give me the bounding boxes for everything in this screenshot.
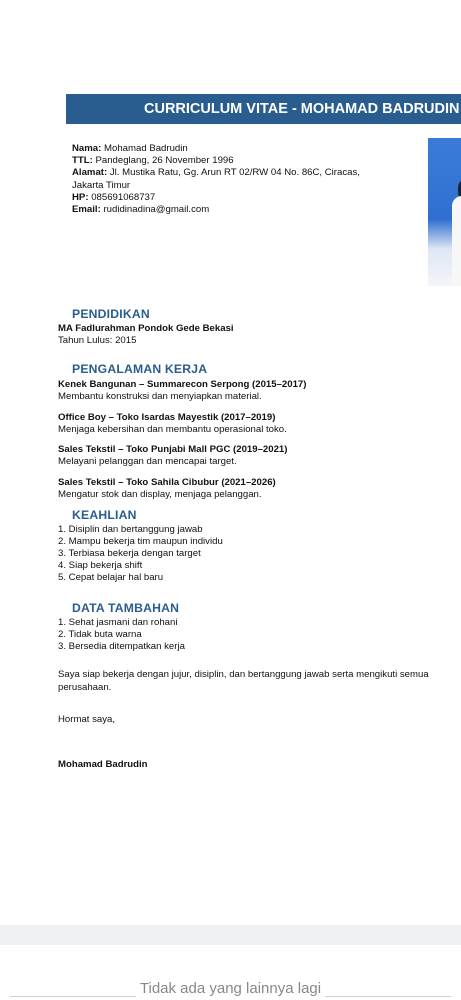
statement-line-2: perusahaan.	[58, 681, 112, 693]
value-ttl: Pandeglang, 26 November 1996	[95, 155, 234, 167]
value-nama: Mohamad Badrudin	[104, 143, 188, 154]
job-title: Sales Tekstil – Toko Punjabi Mall PGC (2019–2021)	[58, 444, 288, 455]
label-ttl: TTL:	[72, 155, 93, 167]
section-pendidikan	[58, 323, 458, 347]
info-alamat	[72, 167, 402, 179]
section-title-pengalaman: PENGALAMAN KERJA	[72, 362, 208, 376]
end-of-content	[0, 980, 461, 997]
section-title-pendidikan: PENDIDIKAN	[72, 307, 150, 321]
value-hp: 085691068737	[91, 191, 156, 203]
list-item: 2. Tidak buta warna	[58, 629, 142, 641]
statement-paragraph	[58, 669, 458, 694]
job-title: Kenek Bangunan – Summarecon Serpong (2015–2017)	[58, 379, 307, 390]
section-title-keahlian: KEAHLIAN	[72, 508, 137, 522]
profile-photo	[428, 138, 461, 286]
graduation-year: Tahun Lulus: 2015	[58, 335, 137, 346]
list-item: 2. Mampu bekerja tim maupun individu	[58, 536, 223, 548]
list-item: 3. Terbiasa bekerja dengan target	[58, 548, 201, 560]
label-hp: HP:	[72, 191, 89, 203]
info-email	[72, 204, 402, 216]
job-desc: Melayani pelanggan dan mencapai target.	[58, 456, 237, 467]
list-item: 1. Disiplin dan bertanggung jawab	[58, 524, 203, 535]
job-desc: Menjaga kebersihan dan membantu operasional toko.	[58, 423, 287, 435]
section-pengalaman	[58, 379, 458, 509]
list-item: 1. Sehat jasmani dan rohani	[58, 617, 178, 628]
value-alamat-1: Jl. Mustika Ratu, Gg. Arun RT 02/RW 04 No. 86C, Ciracas,	[109, 167, 360, 179]
personal-info	[72, 143, 402, 216]
signer-name: Mohamad Badrudin	[58, 759, 148, 770]
cv-title-banner	[66, 94, 461, 124]
section-tambahan	[58, 617, 458, 653]
closing-text: Hormat saya,	[58, 714, 116, 725]
job-title: Office Boy – Toko Isardas Mayestik (2017–2019)	[58, 411, 276, 423]
list-item: 3. Bersedia ditempatkan kerja	[58, 641, 185, 653]
list-item: 4. Siap bekerja shift	[58, 560, 143, 572]
job-item	[58, 379, 458, 403]
job-title: Sales Tekstil – Toko Sahila Cibubur (2021–2026)	[58, 476, 276, 488]
job-item	[58, 477, 458, 501]
page-separator	[0, 925, 461, 945]
cv-title: CURRICULUM VITAE - MOHAMAD BADRUDIN	[144, 101, 460, 117]
statement-line-1: Saya siap bekerja dengan jujur, disiplin, dan bertanggung jawab serta mengikuti semua	[58, 669, 429, 680]
label-alamat: Alamat:	[72, 167, 108, 179]
info-hp	[72, 192, 402, 204]
info-ttl	[72, 155, 402, 167]
end-of-content-text: Tidak ada yang lainnya lagi	[136, 980, 325, 997]
info-alamat-2: Jakarta Timur	[72, 179, 131, 191]
section-title-tambahan: DATA TAMBAHAN	[72, 601, 180, 615]
label-email: Email:	[72, 204, 101, 216]
photo-shirt	[452, 196, 461, 286]
list-item: 5. Cepat belajar hal baru	[58, 572, 164, 584]
value-email: rudidinadina@gmail.com	[103, 204, 210, 216]
label-nama: Nama:	[72, 143, 102, 154]
job-desc: Membantu konstruksi dan menyiapkan material.	[58, 391, 262, 402]
info-nama	[72, 143, 402, 155]
job-item	[58, 444, 458, 468]
job-item	[58, 412, 458, 436]
job-desc: Mengatur stok dan display, menjaga pelanggan.	[58, 488, 262, 500]
section-keahlian	[58, 524, 458, 584]
school-name: MA Fadlurahman Pondok Gede Bekasi	[58, 323, 234, 334]
